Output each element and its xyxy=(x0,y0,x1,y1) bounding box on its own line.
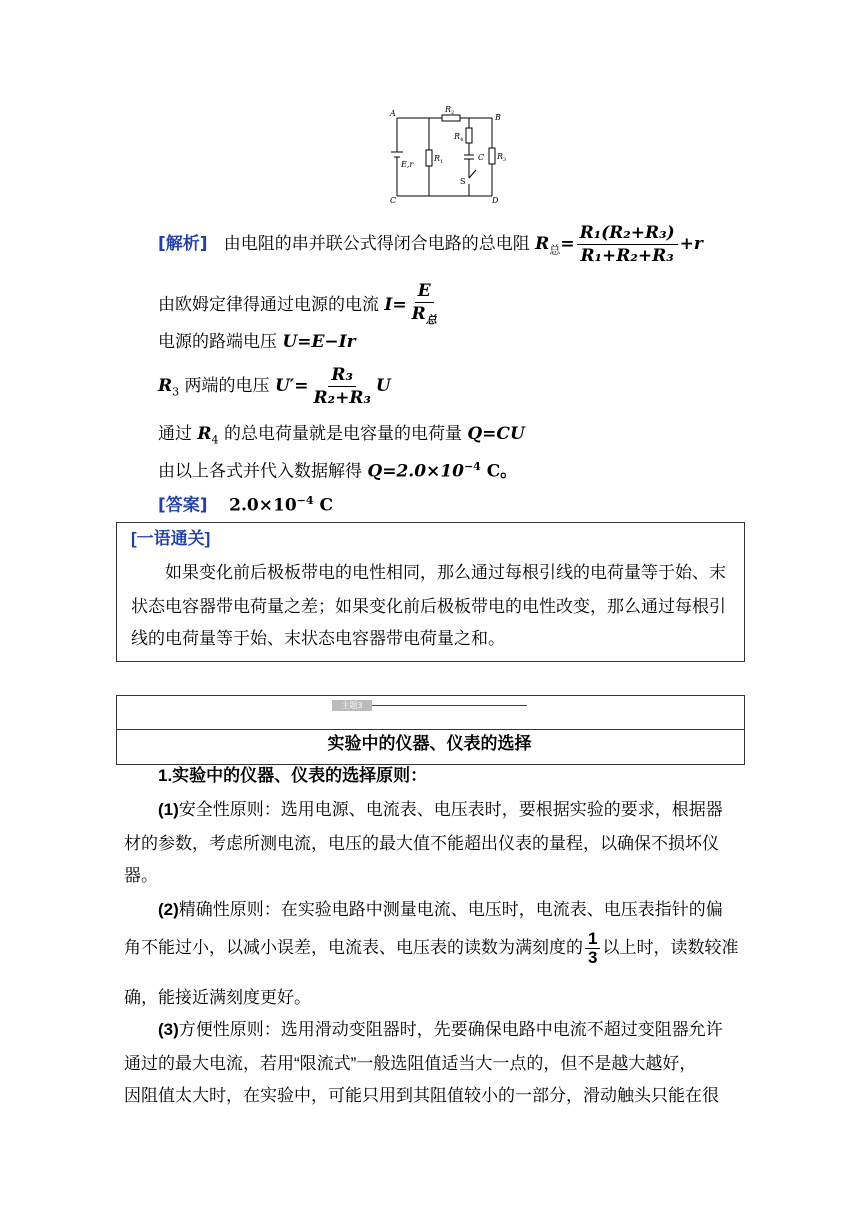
topic-title: 实验中的仪器、仪表的选择 xyxy=(327,734,532,753)
capacitor-label: C xyxy=(478,153,485,162)
r3-symbol-sub: 3 xyxy=(172,385,180,399)
node-d-label: D xyxy=(492,196,499,205)
switch-label: S xyxy=(460,177,466,186)
r3-label: R xyxy=(497,152,504,161)
current-fraction xyxy=(409,280,440,331)
r4-symbol: R xyxy=(197,424,212,444)
tip-box xyxy=(116,522,745,662)
r3-sub: 3 xyxy=(503,157,507,163)
p2-line-3: 确，能接近满刻度更好。 xyxy=(124,988,311,1007)
p1-line-1: (1)安全性原则：选用电源、电流表、电压表时，要根据实验的要求，根据器 xyxy=(158,800,723,819)
voltage-tail: U xyxy=(375,376,391,396)
result-exponent: −4 xyxy=(463,460,481,473)
analysis-line-5 xyxy=(158,422,525,452)
tip-line-3: 线的电荷量等于始、末状态电容器带电荷量之和。 xyxy=(131,629,505,648)
node-c-label: C xyxy=(390,196,397,205)
source-label: E,r xyxy=(401,160,414,169)
analysis-tag: [解析] xyxy=(158,234,208,254)
p1-head: (1) xyxy=(158,800,179,819)
tip-tag: [一语通关] xyxy=(131,529,211,548)
r4-symbol-sub: 4 xyxy=(211,433,219,447)
answer-tag: [答案] xyxy=(158,495,208,516)
terminal-voltage-formula: U=E−Ir xyxy=(282,332,356,352)
p1-line-2: 材的参数，考虑所测电流，电压的最大值不能超出仪表的量程，以确保不损坏仪 xyxy=(124,834,719,853)
answer-line xyxy=(158,489,333,518)
node-a-label: A xyxy=(390,109,396,118)
p1-line-3: 器。 xyxy=(124,866,158,885)
p3-line-1: (3)方便性原则：选用滑动变阻器时，先要确保电路中电流不超过变阻器允许 xyxy=(158,1020,723,1039)
analysis-line-5-text-a: 通过 xyxy=(158,424,192,444)
r4-label: R xyxy=(454,132,461,141)
p2-head: (2) xyxy=(158,900,179,919)
r2-label: R xyxy=(445,105,452,114)
voltage-formula-lhs: U′= xyxy=(274,376,309,396)
current-formula-lhs: I= xyxy=(384,295,407,316)
fraction-tail: +r xyxy=(679,234,703,254)
tip-line-1: 如果变化前后极板带电的电性相同，那么通过每根引线的电荷量等于始、末 xyxy=(165,563,726,582)
analysis-line-3-text: 电源的路端电压 xyxy=(158,332,277,352)
total-resistance-sub: 总 xyxy=(549,243,561,257)
r3-symbol: R xyxy=(158,376,173,396)
analysis-line-2-text: 由欧姆定律得通过电源的电流 xyxy=(158,295,379,316)
current-numerator: E xyxy=(415,280,434,303)
p2-line-2: 角不能过小，以减小误差，电流表、电压表的读数为满刻度的 $\frac{1}{3}$ 以上时，读数较准 xyxy=(124,929,739,967)
answer-unit: C xyxy=(313,495,333,516)
analysis-line-1-text: 由电阻的串并联公式得闭合电路的总电阻 xyxy=(223,234,530,254)
fraction-numerator: R₁(R₂+R₃) xyxy=(577,222,678,245)
r1-sub: 1 xyxy=(440,159,444,165)
topic-badge-stripe xyxy=(372,705,527,706)
charge-formula: Q=CU xyxy=(467,424,525,444)
fraction-denominator: R₁+R₂+R₃ xyxy=(580,246,674,266)
total-resistance-fraction xyxy=(577,222,678,267)
analysis-line-3 xyxy=(158,330,356,354)
voltage-denominator: R₂+R₃ xyxy=(313,388,371,408)
answer-exponent: −4 xyxy=(296,494,314,507)
topic-badge: 主题3 xyxy=(332,700,372,711)
analysis-line-1: [解析] 由电阻的串并联公式得闭合电路的总电阻 $R_总=$ $\frac{\text{R₁(R₂+R₃)}}{\text{R₁+R₂+R₃}}$ +r xyxy=(158,223,703,266)
tip-line-2: 状态电容器带电荷量之差；如果变化前后极板带电的电性改变，那么通过每根引 xyxy=(131,597,726,616)
section-heading: 1.实验中的仪器、仪表的选择原则： xyxy=(158,766,428,785)
p2-line-1: (2)精确性原则：在实验电路中测量电流、电压时，电流表、电压表指针的偏 xyxy=(158,900,723,919)
p3-line-2: 通过的最大电流，若用“限流式”一般选阻值适当大一点的，但不是越大越好， xyxy=(124,1054,697,1073)
p3-head: (3) xyxy=(158,1020,179,1039)
voltage-numerator: R₃ xyxy=(328,364,356,387)
r1-label: R xyxy=(434,154,441,163)
result-formula: Q=2.0×10 xyxy=(367,461,464,482)
circuit-diagram xyxy=(380,100,520,206)
r4-sub: 4 xyxy=(460,137,464,143)
voltage-fraction xyxy=(311,364,374,409)
result-unit: C。 xyxy=(480,461,518,482)
one-third-fraction: $\frac{1}{3}$ xyxy=(585,930,600,967)
analysis-line-5-text-b: 的总电荷量就是电容量的电荷量 xyxy=(223,424,462,444)
analysis-line-6-text: 由以上各式并代入数据解得 xyxy=(158,461,362,482)
r2-sub: 2 xyxy=(451,110,455,116)
analysis-line-2 xyxy=(158,280,442,331)
node-b-label: B xyxy=(495,113,501,122)
analysis-line-6 xyxy=(158,455,517,484)
p3-line-3: 因阻值太大时，在实验中，可能只用到其阻值较小的一部分，滑动触头只能在很 xyxy=(124,1086,719,1105)
total-resistance-symbol: R xyxy=(535,234,550,254)
analysis-line-4 xyxy=(158,364,391,409)
current-denominator: $R_总$ xyxy=(411,304,437,327)
answer-value: 2.0×10 xyxy=(229,495,297,516)
analysis-line-4-text: 两端的电压 xyxy=(184,376,270,396)
